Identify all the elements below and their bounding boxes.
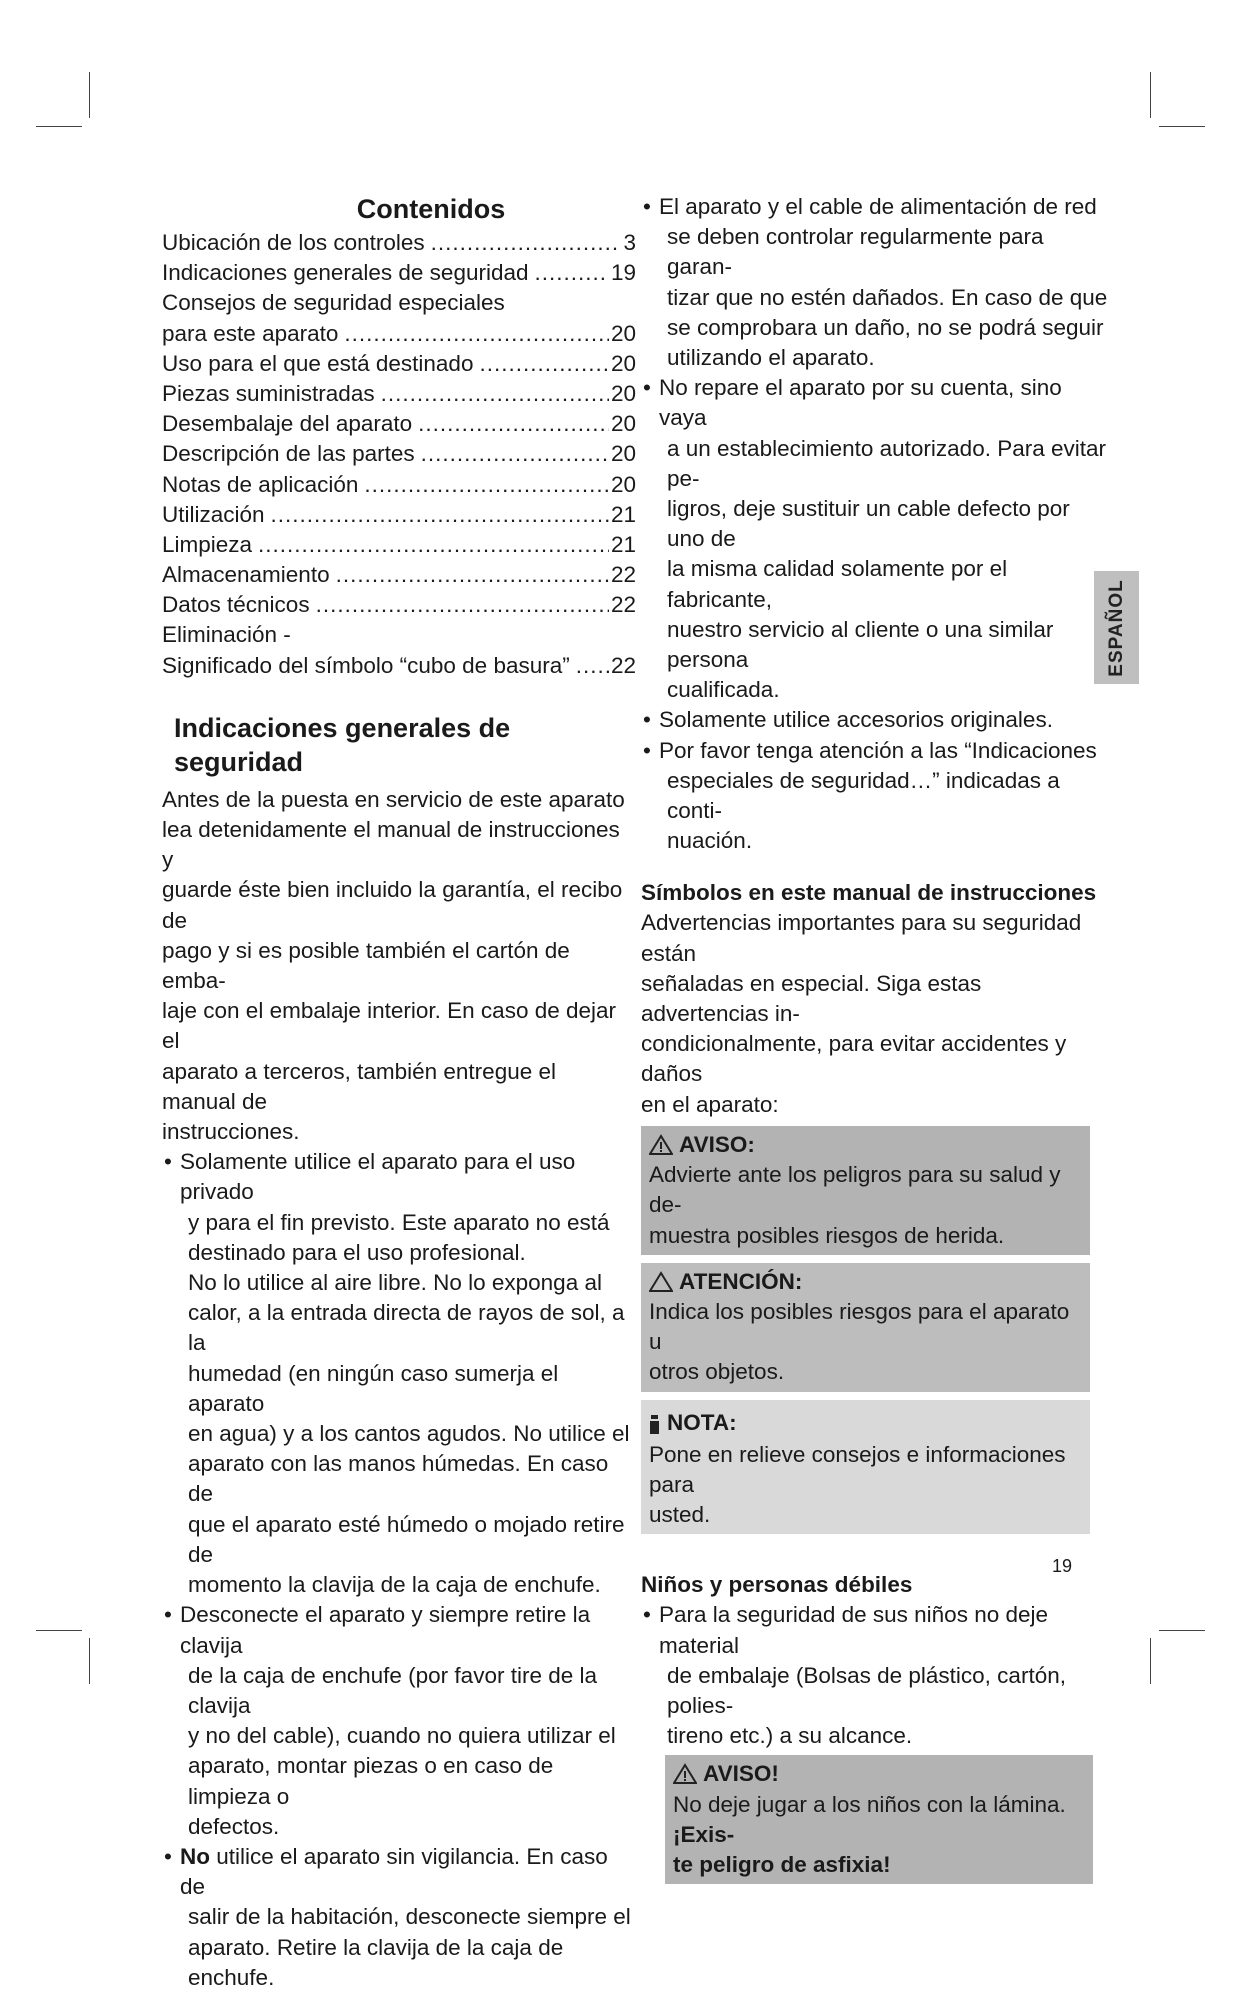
toc-entry[interactable]: Uso para el que está destinado ..... 20 [162,349,636,379]
aviso-label: AVISO: [679,1131,755,1157]
toc-entry[interactable]: Significado del símbolo “cubo de basura” ..... 22 [162,651,636,681]
crop-mark [1150,72,1151,118]
crop-mark [89,1638,90,1684]
crop-mark [36,1630,82,1631]
toc-entry[interactable]: Desembalaje del aparato ..... 20 [162,409,636,439]
safety-bullets-continued [641,192,1111,856]
caution-triangle-icon [649,1271,673,1293]
children-aviso-notice: AVISO! No deje jugar a los niños con la lámina. ¡Exis- te peligro de asfixia! [665,1755,1093,1884]
list-item: • El aparato y el cable de alimentación de red se deben controlar regularmente para garan- tizar que no estén dañados. En caso de que se comprobara un daño, no se podrá seguir utilizando el aparato. [643,194,1108,371]
children-title: Niños y personas débiles [641,1572,913,1598]
list-item: • Solamente utilice el aparato para el uso privado y para el fin previsto. Este aparato no está destinado para el uso profesional. No lo utilice al aire libre. No lo exponga al calor, a la entrada directa de rayos de sol, a la humedad (en ningún caso sumerja el aparato en agua) y a los cantos agudos. No utilice el aparato con las manos húmedas. En caso de que el aparato esté húmedo o mojado retire de momento la clavija de la caja de enchufe. [164,1149,630,1598]
crop-mark [1150,1638,1151,1684]
toc-entry[interactable]: para este aparato ..... 20 [162,319,636,349]
list-item: • Solamente utilice accesorios originales. [643,707,1053,733]
crop-mark [1159,1630,1205,1631]
children-bullets [641,1600,1111,1751]
list-item: • Desconecte el aparato y siempre retire la clavija de la caja de enchufe (por favor tire de la clavija y no del cable), cuando no quiera utilizar el aparato, montar piezas o en caso de limpieza o defectos. [164,1602,616,1839]
crop-mark [1159,126,1205,127]
toc-entry[interactable]: Limpieza ..... 21 [162,530,636,560]
symbols-intro: Advertencias importantes para su seguridad están señaladas en especial. Siga estas advertencias in- condicionalmente, para evitar accidentes y daños en el aparato: [641,910,1082,1117]
children-aviso-label: AVISO! [703,1761,779,1787]
safety-bullets [162,1147,636,1993]
safety-section-title: Indicaciones generales de seguridad [174,712,511,777]
toc-entry: Eliminación - [162,622,291,648]
crop-mark [36,126,82,127]
list-item: • Por favor tenga atención a las “Indicaciones especiales de seguridad…” indicadas a conti- nuación. [643,737,1097,854]
nota-label: NOTA: [667,1409,737,1435]
warning-triangle-icon [673,1763,697,1785]
list-item: • Para la seguridad de sus niños no deje material de embalaje (Bolsas de plástico, cartón, polies- tireno etc.) a su alcance. [643,1602,1066,1749]
toc-entry[interactable]: Notas de aplicación ..... 20 [162,470,636,500]
list-item: • No utilice el aparato sin vigilancia. En caso de salir de la habitación, desconecte siempre el aparato. Retire la clavija de la caja de enchufe. [164,1843,631,1990]
toc-title: Contenidos [356,194,506,224]
warning-triangle-icon [649,1134,673,1156]
safety-intro: Antes de la puesta en servicio de este aparato lea detenidamente el manual de instrucciones y guarde éste bien incluido la garantía, el recibo de pago y si es posible también el cartón de emba- laje con el embalaje interior. En caso de dejar el aparato a terceros, también entregue el manual de instrucciones. [162,786,625,1145]
toc-entry[interactable]: Datos técnicos ..... 22 [162,590,636,620]
toc-entry: Consejos de seguridad especiales [162,290,505,316]
toc-entry[interactable]: Almacenamiento ..... 22 [162,560,636,590]
aviso-notice: AVISO: Advierte ante los peligros para su salud y de- muestra posibles riesgos de herida. [641,1126,1090,1255]
toc-entry[interactable]: Piezas suministradas ..... 20 [162,379,636,409]
right-column [641,192,1111,1884]
toc-entry[interactable]: Descripción de las partes ..... 20 [162,439,636,469]
left-column [162,192,636,1993]
atencion-notice: ATENCIÓN: Indica los posibles riesgos para el aparato u otros objetos. [641,1263,1090,1392]
toc-entry[interactable]: Ubicación de los controles ..... 3 [162,228,636,258]
table-of-contents [162,228,636,681]
toc-entry[interactable]: Utilización ..... 21 [162,500,636,530]
symbols-title: Símbolos en este manual de instrucciones [641,880,1097,906]
language-tab: ESPAÑOL [1094,571,1139,684]
crop-mark [89,72,90,118]
page-number: 19 [1052,1556,1073,1576]
list-item: • No repare el aparato por su cuenta, sino vaya a un establecimiento autorizado. Para evitar pe- ligros, deje sustituir un cable defecto por uno de la misma calidad solamente por el fabricante, nuestro servicio al cliente o una similar persona cualificada. [643,375,1107,703]
info-icon [649,1412,661,1434]
atencion-label: ATENCIÓN: [679,1268,803,1294]
toc-entry[interactable]: Indicaciones generales de seguridad ..... 19 [162,258,636,288]
nota-notice: NOTA: Pone en relieve consejos e informaciones para usted. [641,1400,1090,1535]
